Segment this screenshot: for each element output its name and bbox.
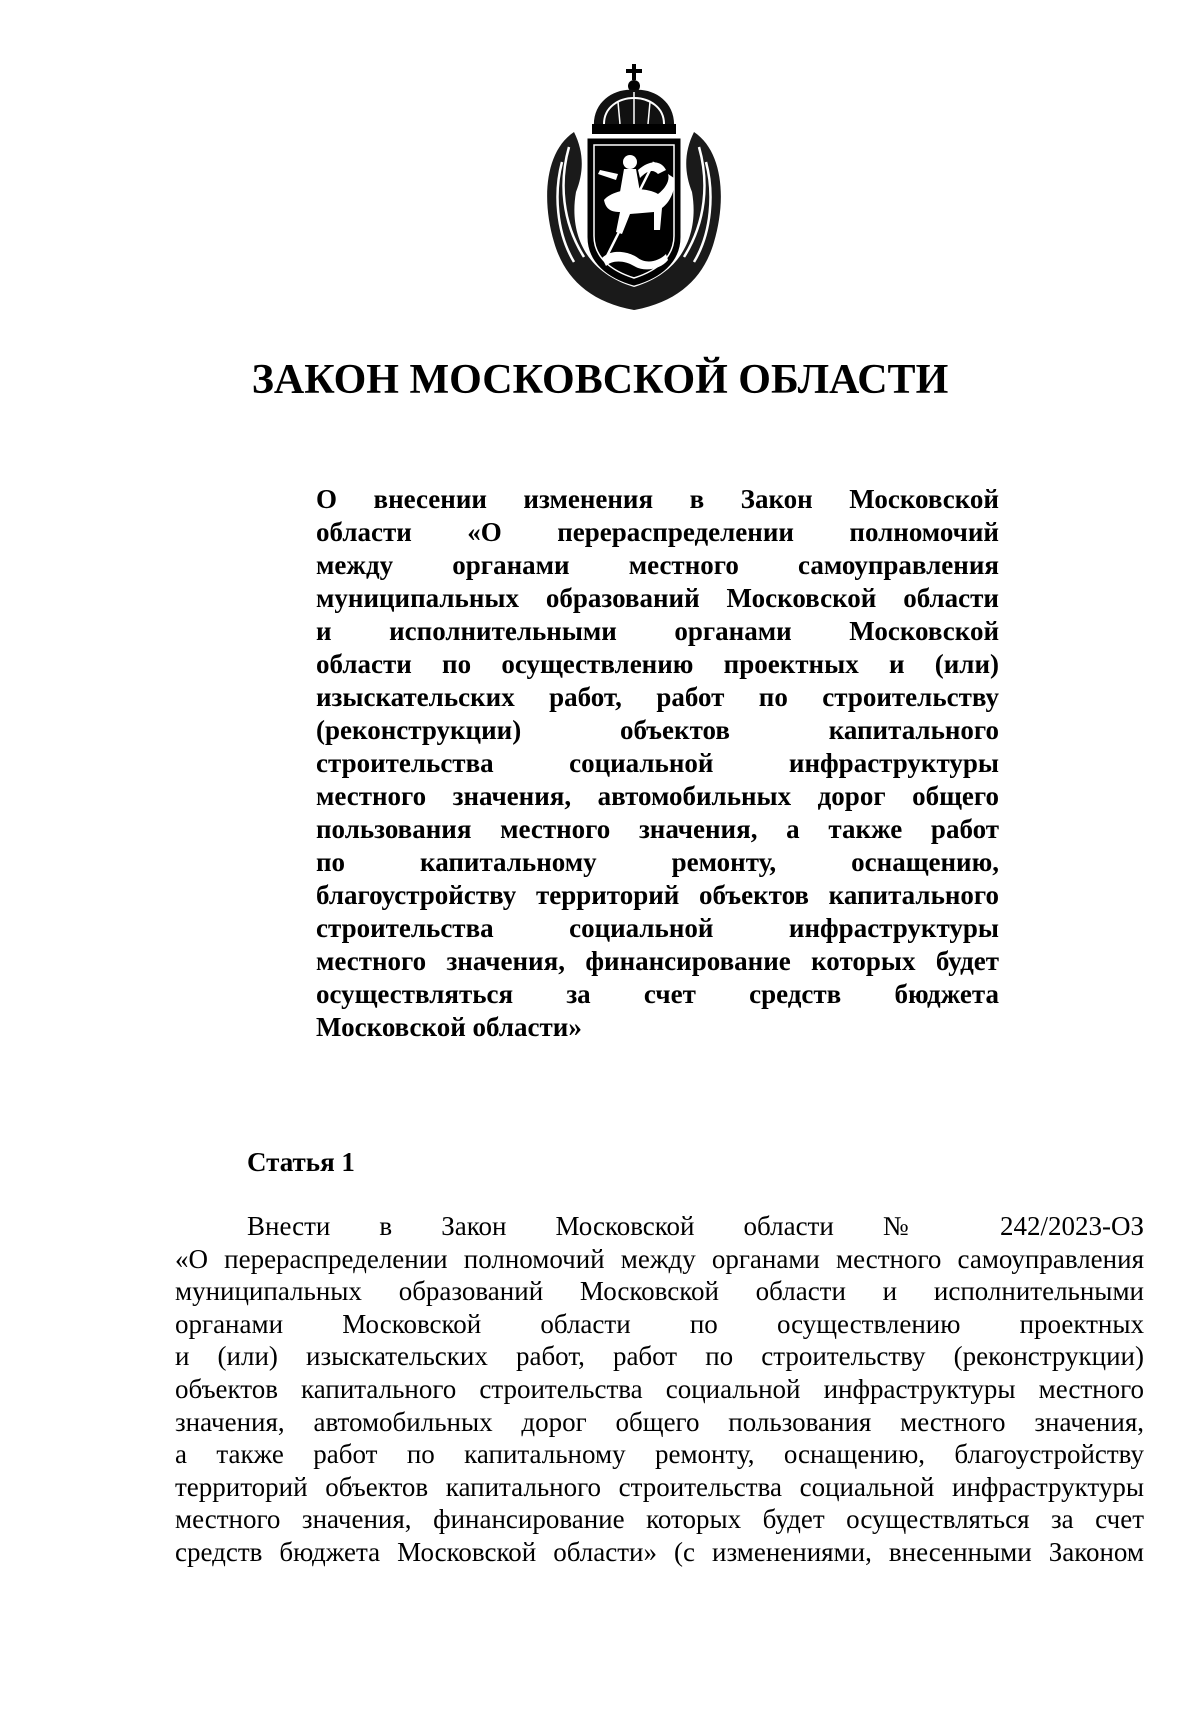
article-line: Внести в Закон Московской области № 242/2023-ОЗ [247,1211,1144,1241]
subject-line: и исполнительными органами Московской [316,616,999,646]
article-line: и (или) изыскательских работ, работ по строительству (реконструкции) [175,1341,1144,1372]
subject-line: строительства социальной инфраструктуры [316,748,999,778]
subject-line: Московской области» [316,1012,582,1042]
subject-line: области по осуществлению проектных и (или) [316,649,999,679]
subject-line: осуществляться за счет средств бюджета [316,979,999,1009]
article-line: «О перераспределении полномочий между органами местного самоуправления [175,1243,1144,1274]
subject-line: О внесении изменения в Закон Московской [316,484,999,514]
article-line: муниципальных образований Московской области и исполнительными [175,1276,1144,1307]
subject-line: (реконструкции) объектов капитального [316,715,999,745]
subject-line: пользования местного значения, а также работ [316,814,999,844]
article-line: а также работ по капитальному ремонту, оснащению, благоустройству [175,1439,1144,1470]
article-line: средств бюджета Московской области» (с изменениями, внесенными Законом [175,1536,1144,1567]
article-line: органами Московской области по осуществлению проектных [175,1308,1144,1339]
law-subject [316,483,999,1044]
subject-line: между органами местного самоуправления [316,550,999,580]
subject-line: строительства социальной инфраструктуры [316,913,999,943]
article-line: объектов капитального строительства социальной инфраструктуры местного [175,1373,1144,1404]
subject-line: по капитальному ремонту, оснащению, [316,847,999,877]
law-title: ЗАКОН МОСКОВСКОЙ ОБЛАСТИ [251,357,949,403]
article-line: местного значения, финансирование которых будет осуществляться за счет [175,1504,1144,1535]
subject-line: области «О перераспределении полномочий [316,517,999,547]
subject-line: муниципальных образований Московской области [316,583,999,613]
subject-line: благоустройству территорий объектов капитального [316,880,999,910]
article-heading: Статья 1 [247,1147,355,1177]
moscow-oblast-coat-of-arms-icon [534,62,734,312]
article-line: значения, автомобильных дорог общего пользования местного значения, [175,1406,1144,1437]
subject-line: местного значения, финансирование которых будет [316,946,999,976]
article-body [175,1210,1144,1569]
subject-line: изыскательских работ, работ по строительству [316,682,999,712]
article-line: территорий объектов капитального строительства социальной инфраструктуры [175,1471,1144,1502]
subject-line: местного значения, автомобильных дорог общего [316,781,999,811]
